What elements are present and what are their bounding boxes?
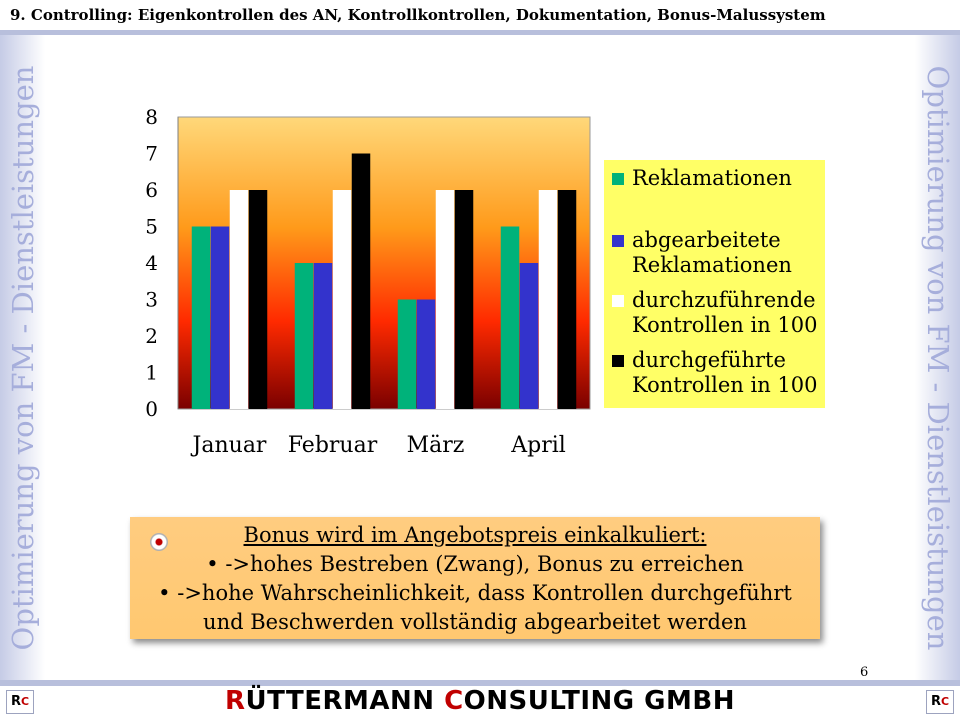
bonus-line-2: • ->hohe Wahrscheinlichkeit, dass Kontrollen durchgeführt <box>158 581 792 605</box>
header-divider <box>0 30 960 35</box>
footer-logo-left: RC <box>6 690 34 714</box>
x-tick-label: Januar <box>192 433 267 458</box>
bonus-textbox <box>130 517 820 639</box>
bonus-line-1: • ->hohes Bestreben (Zwang), Bonus zu erreichen <box>206 552 744 576</box>
slide-title: 9. Controlling: Eigenkontrollen des AN, Kontrollkontrollen, Dokumentation, Bonus-Malussystem <box>10 6 826 24</box>
bar-3-januar <box>230 190 249 409</box>
page-number: 6 <box>860 665 869 680</box>
bar-1-februar <box>295 263 314 409</box>
legend-label: abgearbeitete Reklamationen <box>632 228 792 277</box>
bar-2-januar <box>211 227 230 410</box>
y-tick-label: 6 <box>145 178 158 202</box>
y-tick-label: 0 <box>145 397 158 421</box>
y-tick-label: 5 <box>145 214 158 239</box>
bar-3-februar <box>333 190 352 409</box>
x-tick-label: April <box>511 433 566 458</box>
legend-label: Reklamationen <box>632 166 792 190</box>
company-name: RÜTTERMANN CONSULTING GMBH <box>225 686 735 716</box>
footer-logo-right: RC <box>926 690 954 714</box>
bar-3-märz <box>436 190 455 409</box>
y-tick-label: 7 <box>145 141 158 166</box>
x-tick-label: Februar <box>287 433 378 458</box>
legend-swatch <box>612 355 624 367</box>
x-tick-label: März <box>406 433 465 458</box>
bar-1-januar <box>192 227 211 410</box>
bar-2-märz <box>417 300 436 410</box>
bar-2-februar <box>314 263 333 409</box>
bar-4-februar <box>352 154 371 410</box>
right-side-text: Optimierung von FM - Dienstleistungen <box>920 65 955 650</box>
bar-4-märz <box>455 190 474 409</box>
legend-label: durchzuführende Kontrollen in 100 <box>632 288 818 337</box>
y-tick-label: 2 <box>145 324 158 348</box>
legend-swatch <box>612 235 624 247</box>
bar-1-märz <box>398 300 417 410</box>
y-tick-label: 4 <box>145 251 158 275</box>
legend-label: durchgeführte Kontrollen in 100 <box>632 348 818 397</box>
legend-swatch <box>612 173 624 185</box>
bonus-heading: Bonus wird im Angebotspreis einkalkuliert: <box>243 523 707 547</box>
bar-4-januar <box>249 190 268 409</box>
bonus-line-3: und Beschwerden vollständig abgearbeitet werden <box>203 610 747 634</box>
y-tick-label: 3 <box>145 287 158 312</box>
bar-chart <box>130 100 600 470</box>
bar-3-april <box>539 190 558 409</box>
bar-4-april <box>558 190 577 409</box>
bar-1-april <box>501 227 520 410</box>
right-side-banner <box>915 35 960 680</box>
left-side-text: Optimierung von FM - Dienstleistungen <box>5 65 40 650</box>
chart-legend <box>604 160 825 408</box>
left-side-banner <box>0 35 45 680</box>
y-tick-label: 1 <box>145 360 158 385</box>
bar-2-april <box>520 263 539 409</box>
legend-swatch <box>612 295 624 307</box>
y-tick-label: 8 <box>145 105 158 129</box>
